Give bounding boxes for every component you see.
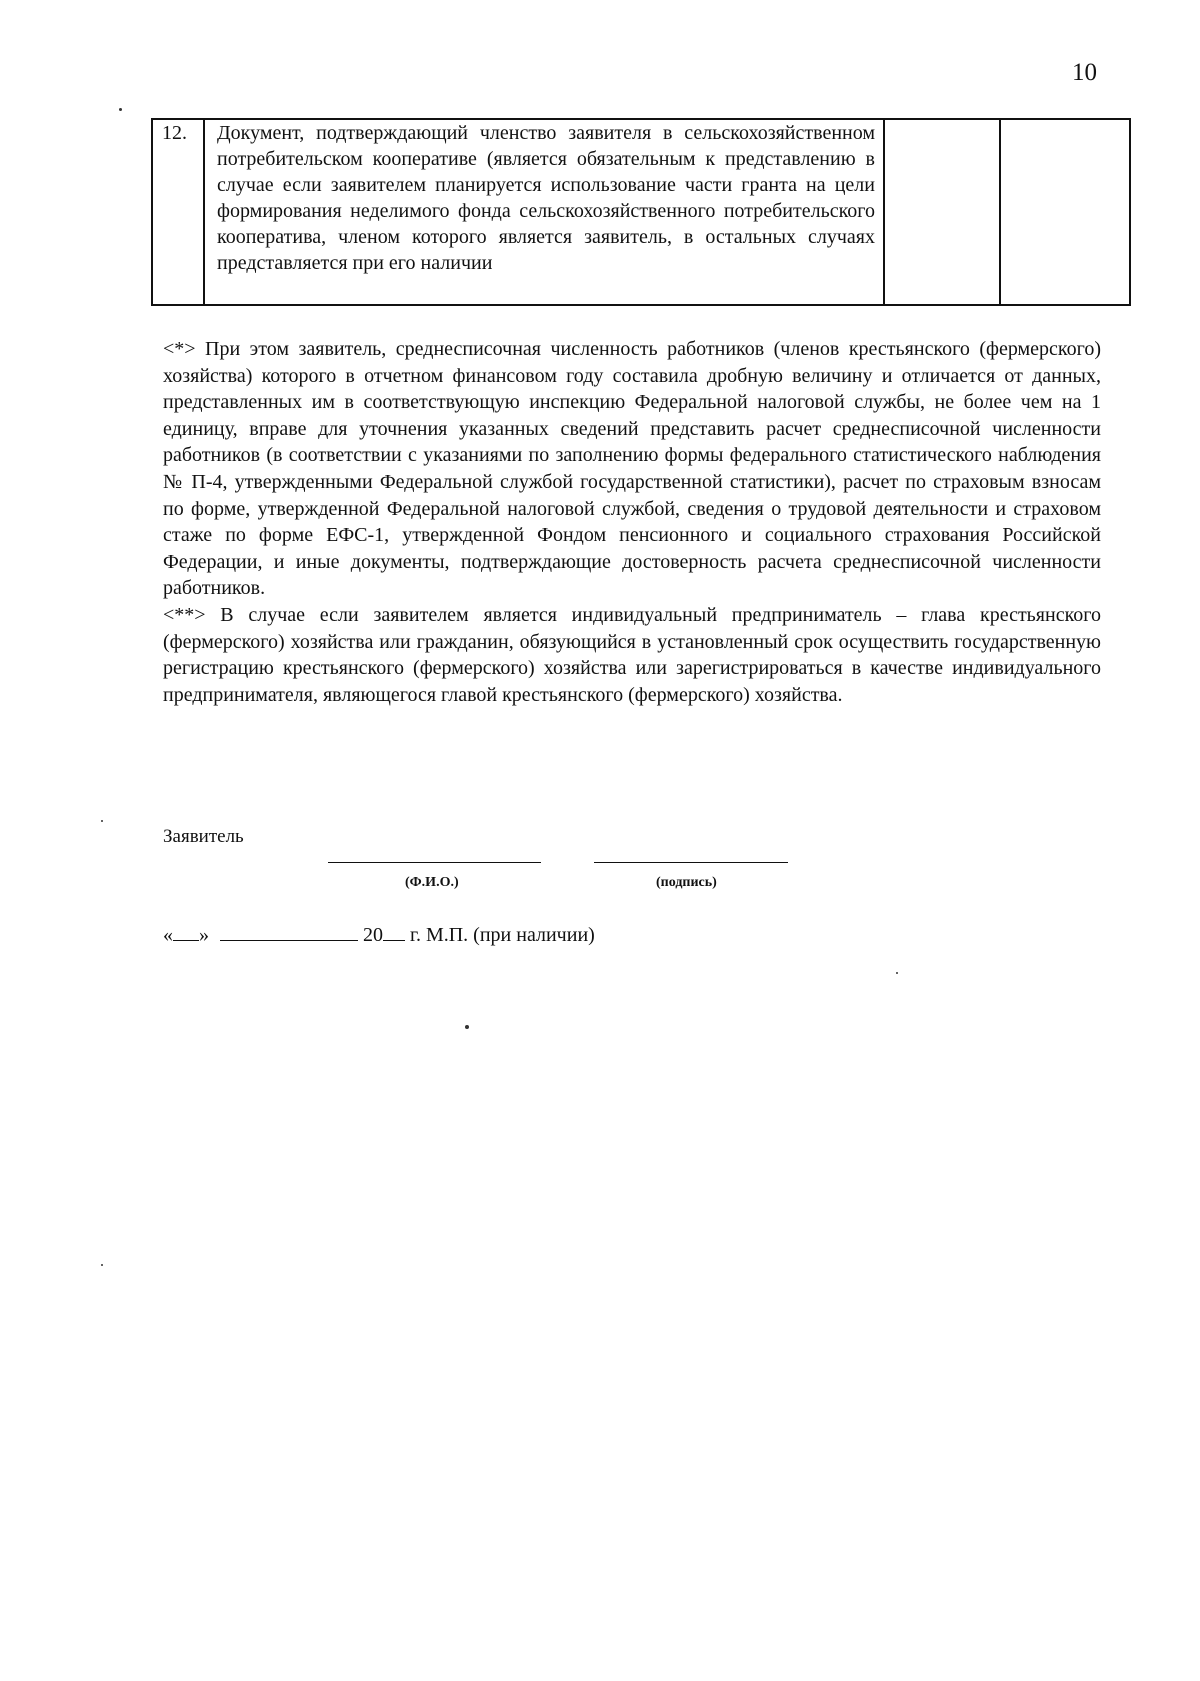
row-document-cell [204, 119, 884, 305]
date-line [163, 922, 595, 948]
footnote-1: <*> При этом заявитель, среднесписочная численность работников (членов крестьянского (фермерского) хозяйства) которого в отчетном финансовом году составила дробную величину и отличается от данных, представленных им в соответствующую инспекцию Федеральной налоговой службы, не более чем на 1 единицу, вправе для уточнения указанных сведений представить расчет среднесписочной численности работников (в соответствии с указаниями по заполнению формы федерального статистического наблюдения № П-4, утвержденными Федеральной службой государственной статистики), расчет по страховым взносам по форме, утвержденной Федеральной налоговой службой, сведения о трудовой деятельности и страховом стаже по форме ЕФС-1, утвержденной Фондом пенсионного и социального страхования Российской Федерации, и иные документы, подтверждающие достоверность расчета среднесписочной численности работников. [163, 338, 1101, 600]
row-number-cell [152, 119, 204, 305]
row-empty-cell-4 [1000, 119, 1130, 305]
month-blank [220, 922, 358, 941]
footnotes [163, 336, 1101, 708]
scan-speck [896, 972, 898, 974]
row-number: 12. [162, 122, 187, 144]
table-row [152, 119, 1130, 305]
scan-speck [101, 820, 103, 822]
footnote-2: <**> В случае если заявителем является индивидуальный предприниматель – глава крестьянского (фермерского) хозяйства или гражданин, обязующийся в установленный срок осуществить государственную регистрацию крестьянского (фермерского) хозяйства или зарегистрироваться в качестве индивидуального предпринимателя, являющегося главой крестьянского (фермерского) хозяйства. [163, 603, 1101, 706]
open-quote: « [163, 924, 173, 946]
row-document-text: Документ, подтверждающий членство заявителя в сельскохозяйственном потребительском кооперативе (является обязательным к представлению в случае если заявителем планируется использование части гранта на цели формирования неделимого фонда сельскохозяйственного потребительского кооператива, членом которого является заявитель, в остальных случаях представляется при его наличии [217, 122, 875, 274]
year-blank [383, 922, 405, 941]
signature-caption: (подпись) [656, 875, 717, 890]
signature-line [594, 862, 788, 863]
page-number: 10 [1072, 59, 1097, 86]
date-suffix: г. М.П. (при наличии) [410, 924, 595, 946]
row-empty-cell-3 [884, 119, 1000, 305]
scan-speck [119, 108, 122, 111]
scan-speck [101, 1264, 103, 1266]
name-caption: (Ф.И.О.) [405, 875, 459, 890]
day-blank [173, 922, 199, 941]
close-quote: » [199, 924, 209, 946]
scan-speck [465, 1025, 469, 1029]
year-prefix: 20 [363, 924, 383, 946]
document-table [151, 118, 1131, 306]
applicant-label: Заявитель [163, 826, 244, 847]
name-signature-line [328, 862, 541, 863]
